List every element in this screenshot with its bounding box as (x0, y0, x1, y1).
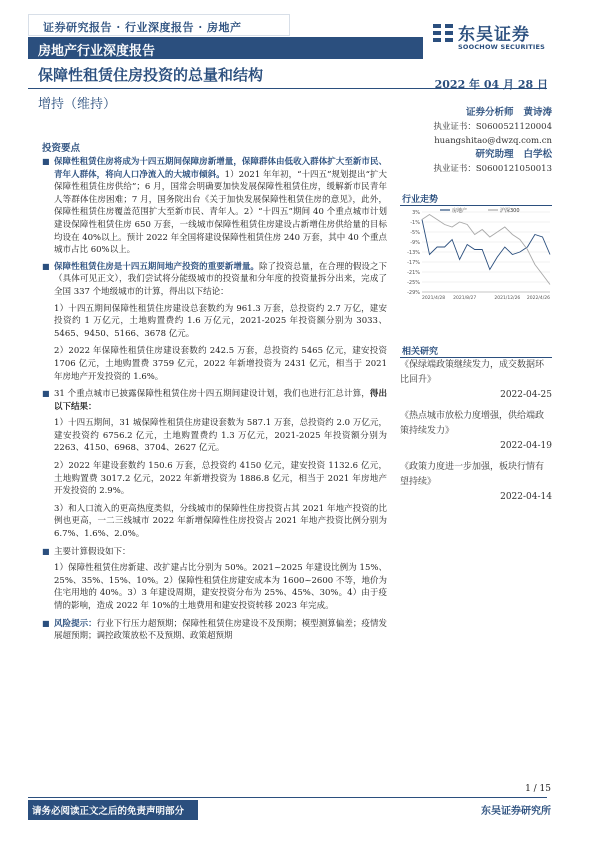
author-2-name: 白学松 (523, 149, 552, 160)
related-title: 相关研究 (402, 347, 439, 357)
related-item-date: 2022-04-19 (500, 441, 552, 451)
company-logo (432, 20, 562, 60)
bullet-4-text: 主要计算假设如下： (54, 546, 131, 557)
y-tick-label: -25% (407, 280, 420, 286)
author-2-license: 执业证书：S0600121050013 (433, 164, 552, 174)
summary-body (42, 156, 387, 647)
logo-english-name: SOOCHOW SECURITIES (458, 43, 546, 51)
bullet-3 (42, 388, 387, 413)
related-item[interactable] (400, 409, 552, 454)
bullet-2-head: 保障性租赁住房是十四五期间地产投资的重要新增量。 (54, 261, 259, 272)
author-1-name: 黄诗涛 (523, 107, 552, 118)
disclaimer-text: 请务必阅读正文之后的免责声明部分 (32, 806, 185, 817)
report-date: 2022 年 04 月 28 日 (434, 78, 548, 91)
bullet-2-text: 除了投资总量，在合理的假设之下（具体可见正文），我们尝试将分能级城市的投资量和分年度的投资量拆分出来，完成了全国 337 个地级城市的计算，得出以下结论： (54, 261, 387, 297)
y-tick-label: -5% (410, 230, 420, 236)
bullet-1-text: 1）2021 年年初，“十四五”规划提出“扩大保障性租赁住房供给”；6 月，国常会明确要加快发展保障性租赁住房，缓解新市民青年人等群体住房困难；7 月，国务院出台《关于加快发展保障性租赁住房的意见》，此外，保障性租赁住房覆盖范围扩大至新市民、青年人。2）“十四五”期间 40 个重点城市计划建设保障性租赁住房 650 万套，一线城市保障性租赁住房建设占新增住房供给量的目标均设在 40%以上。预计 2022 年全国将建设保障性租赁住房 240 万套，其中 40 个重点城市占比 60%以上。 (54, 169, 387, 256)
related-item-text[interactable]: 《热点城市放松力度增强，供给端政策持续发力》 (400, 411, 545, 436)
bullet-1-head: 保障性租赁住房将成为十四五期间保障房新增量，保障群体由低收入群体扩大至新市民、青年人群体，将向人口净流入的大城市倾斜。 (54, 157, 387, 180)
report-type-band (28, 14, 290, 36)
x-tick-label: 2021/12/26 (494, 296, 521, 301)
author-1-line (412, 106, 552, 120)
related-item-text[interactable]: 《保绿端政策继续发力，成交数据环比回升》 (400, 360, 545, 385)
x-tick-label: 2022/4/26 (526, 296, 550, 301)
page-number: 1 / 15 (525, 784, 551, 794)
risk-text: 行业下行压力超预期；保障性租赁住房建设不及预期；模型测算偏差；疫情发展超预期；调控政策放松不及预期、政策超预期 (54, 618, 387, 642)
footer-rule (28, 797, 547, 798)
paragraph-1: 1）十四五期间保障性租赁住房建设总套数约为 961.3 万套，总投资约 2.7 万亿，建安投资约 1 万亿元，土地购置费约 1.6 万亿元，2021-2025 年投资额分别为 3033、5465、9450、5166、3678 亿元。 (54, 303, 387, 339)
paragraph-5: 3）和人口流入的更高热度类似，分线城市的保障性住房投资占其 2021 年地产投资的比例也更高，一二三线城市 2022 年新增保障性住房投资占 2021 年地产投资比例分别为 6.7%、1.6%、2.0%。 (54, 503, 387, 540)
author-1-email[interactable]: huangshitao@dwzq.com.cn (434, 136, 552, 146)
series-line-2 (422, 215, 550, 285)
x-tick-label: 2021/8/27 (453, 296, 477, 301)
paragraph-4: 2）2022 年建设套数约 150.6 万套，总投资约 4150 亿元，建安投资 1132.6 亿元，土地购置费 3017.2 亿元，2022 年新增投资为 1886.8 亿元，相当于 2021 年房地产开发投资的 2.9%。 (54, 461, 387, 497)
institute-name: 东吴证券研究所 (481, 806, 551, 817)
rating: 增持（维持） (38, 97, 117, 112)
legend-label: 沪深300 (500, 208, 520, 214)
y-tick-label: -1% (410, 220, 420, 226)
paragraph-2: 2）2022 年保障性租赁住房建设套数约 242.5 万套，总投资约 5465 亿元，建安投资 1706 亿元，土地购置费 3759 亿元，2022 年新增投资为 2431 亿元，相当于 2021 年房地产开发投资的 1.6%。 (54, 346, 387, 382)
author-1-license: 执业证书：S0600521120004 (433, 122, 552, 132)
bullet-2 (42, 261, 387, 299)
x-tick-label: 2021/4/28 (422, 296, 446, 301)
y-tick-label: -9% (410, 240, 420, 246)
trend-chart (400, 206, 552, 308)
related-item-date: 2022-04-25 (500, 390, 552, 400)
y-tick-label: -29% (407, 290, 420, 296)
related-item[interactable] (400, 460, 552, 505)
bullet-3-bold: 得出以下结果： (54, 389, 387, 412)
paragraph-6: 1）保障性租赁住房新建、改扩建占比分别为 50%。2021~2025 年建设比例为 15%、25%、35%、15%、10%。2）保障性租赁住房建安成本为 1600~2600 不等，地价为住宅用地的 40%。3）3 年建设周期，建安投资分布为 25%、45%、30%。4）由于疫情的影响，造成 2022 年 10%的土地费用和建安投资转移 2023 年完成。 (54, 563, 387, 611)
disclaimer-bar (28, 800, 198, 820)
related-item-text[interactable]: 《政策力度进一步加强，板块行情有望持续》 (400, 462, 545, 487)
category-text: 房地产行业深度报告 (38, 44, 156, 59)
y-tick-label: -21% (407, 270, 420, 276)
related-item[interactable] (400, 358, 552, 403)
bullet-4 (42, 546, 387, 559)
related-list (400, 358, 552, 511)
bullet-3-text: 31 个重点城市已披露保障性租赁住房十四五期间建设计划，我们也进行汇总计算， (54, 389, 370, 400)
category-bar (28, 37, 423, 59)
related-item-date: 2022-04-14 (500, 492, 552, 502)
report-title: 保障性租赁住房投资的总量和结构 (38, 66, 264, 84)
trend-title: 行业走势 (402, 195, 439, 205)
authors-block (412, 106, 552, 176)
risk-bullet (42, 618, 387, 643)
bullet-1 (42, 156, 387, 257)
logo-mark-icon (432, 22, 454, 46)
paragraph-3: 1）十四五期间，31 城保障性租赁住房建设套数为 587.1 万套，总投资约 2.0 万亿元，建安投资约 6756.2 亿元，土地购置费约 1.3 万亿元，2021-2025 年投资额分别为 2263、4150、6968、3704、2627 亿元。 (54, 418, 387, 454)
author-2-line (412, 148, 552, 162)
y-tick-label: -17% (407, 260, 420, 266)
y-tick-label: 3% (412, 210, 420, 216)
risk-head: 风险提示： (54, 618, 97, 629)
y-tick-label: -13% (407, 250, 420, 256)
legend-label: 房地产 (452, 208, 468, 214)
author-1-role: 证券分析师 (466, 107, 514, 118)
summary-title: 投资要点 (42, 143, 81, 154)
author-2-role: 研究助理 (475, 149, 514, 160)
report-type-text: 证券研究报告 · 行业深度报告 · 房地产 (43, 21, 242, 34)
logo-chinese-name: 东吴证券 (458, 25, 530, 45)
